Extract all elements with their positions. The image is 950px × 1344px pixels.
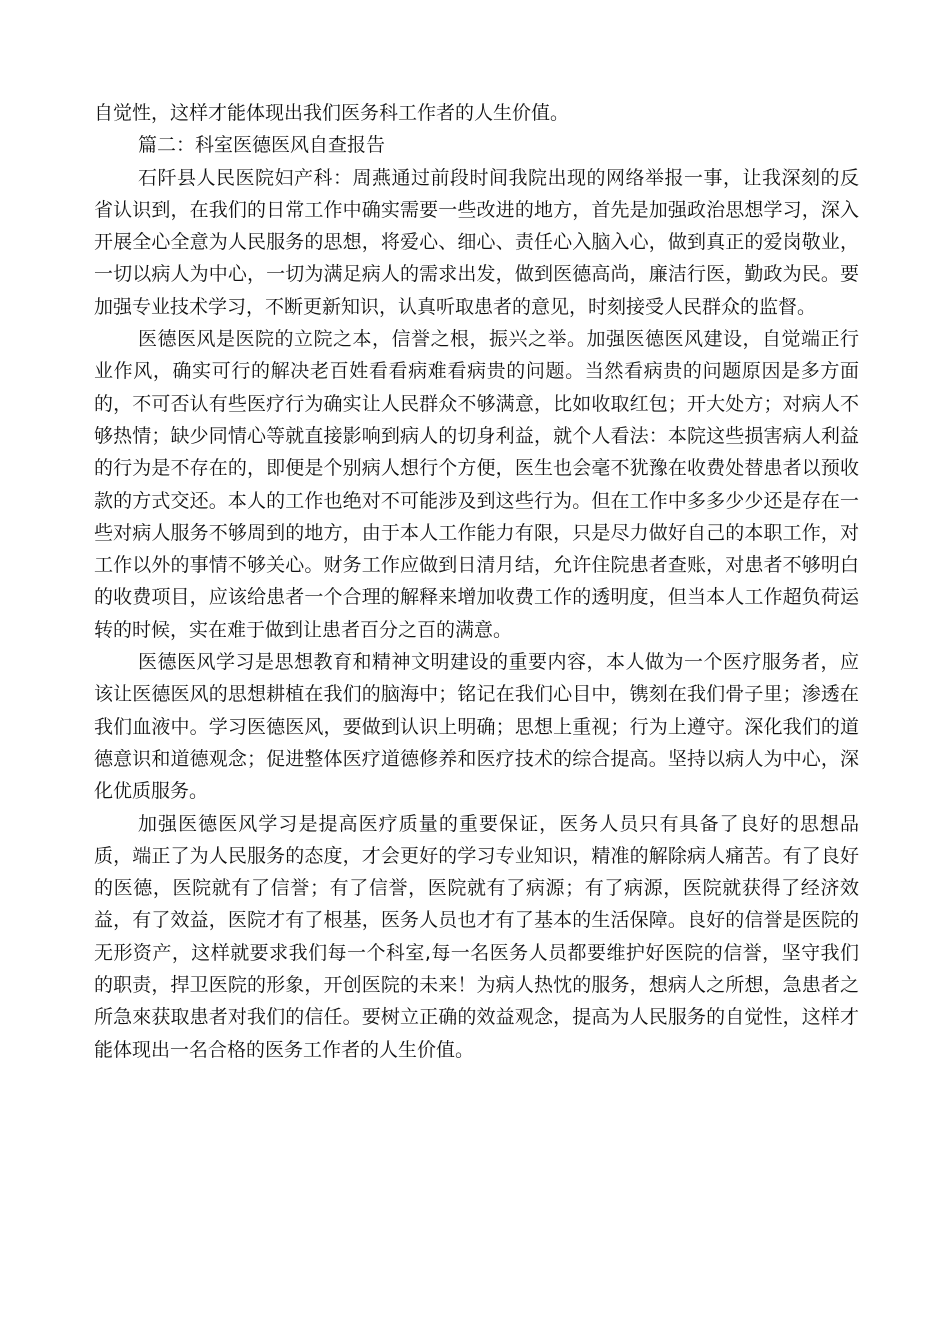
paragraph: 医德医风是医院的立院之本，信誉之根，振兴之举。加强医德医风建设，自觉端正行业作风，确实可行的解决老百姓看看病难看病贵的问题。当然看病贵的问题原因是多方面的，不可否认有些医疗行为确实让人民群众不够满意，比如收取红包；开大处方；对病人不够热情；缺少同情心等就直接影响到病人的切身利益，就个人看法：本院这些损害病人利益的行为是不存在的，即便是个别病人想行个方便，医生也会毫不犹豫在收费处替患者以预收款的方式交还。本人的工作也绝对不可能涉及到这些行为。但在工作中多多少少还是存在一些对病人服务不够周到的地方，由于本人工作能力有限，只是尽力做好自己的本职工作，对工作以外的事情不够关心。财务工作应做到日清月结，允许住院患者查账，对患者不够明白的收费项目，应该给患者一个合理的解释来增加收费工作的透明度，但当本人工作超负荷运转的时候，实在难于做到让患者百分之百的满意。 xyxy=(94,328,859,641)
paragraph-continuation: 自觉性，这样才能体现出我们医务科工作者的人生价值。 xyxy=(94,102,570,124)
document-body xyxy=(94,97,859,1066)
paragraph: 加强医德医风学习是提高医疗质量的重要保证，医务人员只有具备了良好的思想品质，端正了为人民服务的态度，才会更好的学习专业知识，精准的解除病人痛苦。有了良好的医德，医院就有了信誉；有了信誉，医院就有了病源；有了病源，医院就获得了经济效益，有了效益，医院才有了根基，医务人员也才有了基本的生活保障。良好的信誉是医院的无形资产，这样就要求我们每一个科室,每一名医务人员都要维护好医院的信誉，坚守我们的职责，捍卫医院的形象，开创医院的未来！为病人热忱的服务，想病人之所想，急患者之所急來获取患者对我们的信任。要树立正确的效益观念，提高为人民服务的自觉性，这样才能体现出一名合格的医务工作者的人生价值。 xyxy=(94,812,859,1061)
paragraph: 石阡县人民医院妇产科：周燕通过前段时间我院出现的网络举报一事，让我深刻的反省认识到，在我们的日常工作中确实需要一些改进的地方，首先是加强政治思想学习，深入开展全心全意为人民服务的思想，将爱心、细心、责任心入脑入心，做到真正的爱岗敬业，一切以病人为中心，一切为满足病人的需求出发，做到医德高尚，廉洁行医，勤政为民。要加强专业技术学习，不断更新知识，认真听取患者的意见，时刻接受人民群众的监督。 xyxy=(94,166,859,318)
section-heading: 篇二：科室医德医风自查报告 xyxy=(138,134,386,157)
paragraph: 医德医风学习是思想教育和精神文明建设的重要内容，本人做为一个医疗服务者，应该让医德医风的思想耕植在我们的脑海中；铭记在我们心目中，镌刻在我们骨子里；渗透在我们血液中。学习医德医风，要做到认识上明确；思想上重视；行为上遵守。深化我们的道德意识和道德观念；促进整体医疗道德修养和医疗技术的综合提高。坚持以病人为中心，深化优质服务。 xyxy=(94,651,859,803)
